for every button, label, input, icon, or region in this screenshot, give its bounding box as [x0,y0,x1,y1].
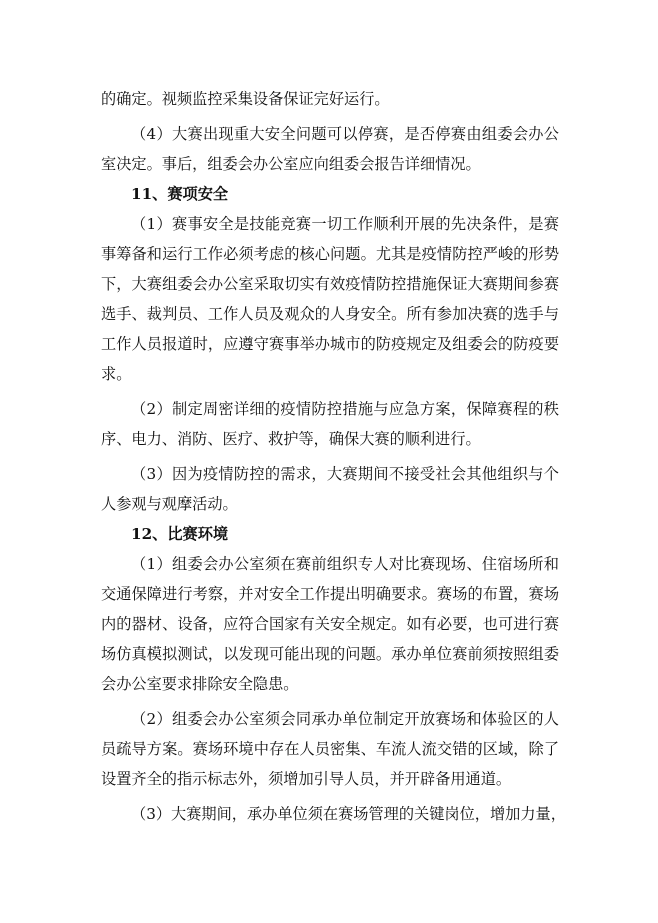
paragraph-line: （3）因为疫情防控的需求，大赛期间不接受社会其他组织与个 [131,465,559,483]
paragraph-line: 内的器材、设备，应符合国家有关安全规定。如有必要，也可进行赛 [101,615,559,633]
paragraph-line: （1）组委会办公室须在赛前组织专人对比赛现场、住宿场所和 [131,555,559,573]
paragraph-line: （3）大赛期间，承办单位须在赛场管理的关键岗位，增加力量， [131,805,566,823]
paragraph-line: （2）制定周密详细的疫情防控措施与应急方案，保障赛程的秩 [131,400,559,418]
paragraph-line: 会办公室要求排除安全隐患。 [101,675,299,693]
paragraph-line: 交通保障进行考察，并对安全工作提出明确要求。赛场的布置，赛场 [101,585,559,603]
paragraph-line: 序、电力、消防、医疗、救护等，确保大赛的顺利进行。 [101,430,481,448]
paragraph-line: 选手、裁判员、工作人员及观众的人身安全。所有参加决赛的选手与 [101,305,559,323]
paragraph-line: 员疏导方案。赛场环境中存在人员密集、车流人流交错的区域，除了 [101,740,559,758]
paragraph-line: 场仿真模拟测试，以发现可能出现的问题。承办单位赛前须按照组委 [101,645,559,663]
paragraph-line: （2）组委会办公室须会同承办单位制定开放赛场和体验区的人 [131,710,559,728]
section-heading: 12、比赛环境 [131,525,229,543]
paragraph-line: 设置齐全的指示标志外，须增加引导人员，并开辟备用通道。 [101,770,512,788]
paragraph-line: 下，大赛组委会办公室采取切实有效疫情防控措施保证大赛期间参赛 [101,275,559,293]
paragraph-line: 工作人员报道时，应遵守赛事举办城市的防疫规定及组委会的防疫要 [101,335,559,353]
paragraph-line: （1）赛事安全是技能竞赛一切工作顺利开展的先决条件，是赛 [131,215,559,233]
paragraph-line: （4）大赛出现重大安全问题可以停赛，是否停赛由组委会办公 [131,125,559,143]
paragraph-line: 事筹备和运行工作必须考虑的核心问题。尤其是疫情防控严峻的形势 [101,245,559,263]
paragraph-line: 人参观与观摩活动。 [101,495,238,513]
paragraph-line: 的确定。视频监控采集设备保证完好运行。 [101,90,390,108]
section-heading: 11、赛项安全 [131,185,229,203]
paragraph-line: 求。 [101,365,132,383]
paragraph-line: 室决定。事后，组委会办公室应向组委会报告详细情况。 [101,155,481,173]
